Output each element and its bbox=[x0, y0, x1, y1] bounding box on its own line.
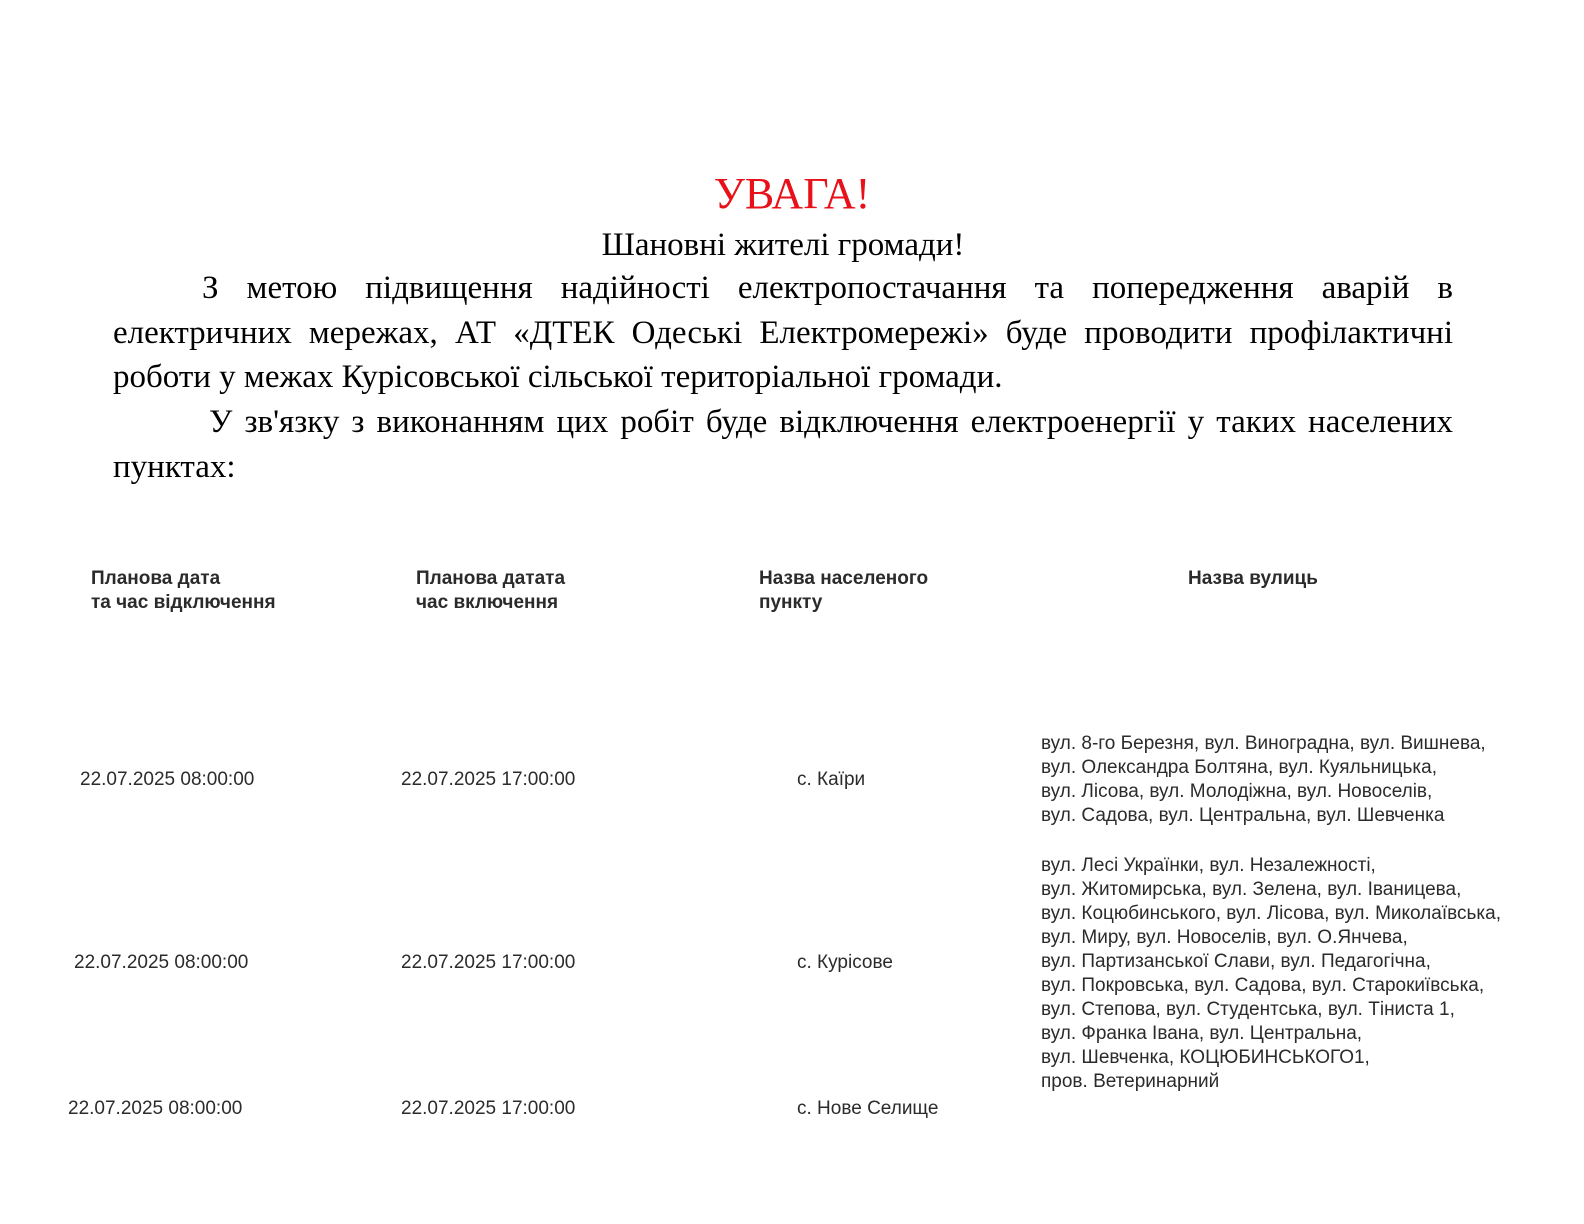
outage-start-cell: 22.07.2025 08:00:00 bbox=[80, 769, 255, 790]
streets-cell: вул. Лесі Українки, вул. Незалежності, вул. Житомирська, вул. Зелена, вул. Іваницева, вул. Коцюбинського, вул. Лісова, вул. Миколаївська, вул. Миру, вул. Новоселів, вул. О.Янчева, вул. Партизанської Слави, вул. Педагогічна, вул. Покровська, вул. Садова, вул. Старокиївська, вул. Степова, вул. Студентська, вул. Тіниста 1, вул. Франка Івана, вул. Центральна, вул. Шевченка, КОЦЮБИНСЬКОГО1, пров. Ветеринарний bbox=[1041, 855, 1501, 1092]
outage-end-cell: 22.07.2025 17:00:00 bbox=[401, 952, 576, 973]
outage-end-cell: 22.07.2025 17:00:00 bbox=[401, 769, 576, 790]
notice-greeting: Шановні жителі громади! bbox=[601, 227, 965, 263]
notice-paragraph: З метою підвищення надійності електропостачання та попередження аварій в електричних мережах, АТ «ДТЕК Одеські Електромережі» буде проводити профілактичні роботи у межах Курісовської сільської територіальної громади. bbox=[113, 270, 1453, 395]
settlement-cell: с. Нове Селище bbox=[797, 1098, 939, 1119]
outage-start-cell: 22.07.2025 08:00:00 bbox=[68, 1098, 243, 1119]
header-settlement: Назва населеного пункту bbox=[759, 568, 929, 613]
streets-cell: вул. 8-го Березня, вул. Виноградна, вул. Вишнева, вул. Олександра Болтяна, вул. Куяльницька, вул. Лісова, вул. Молодіжна, вул. Новоселів, вул. Садова, вул. Центральна, вул. Шевченка bbox=[1041, 733, 1486, 826]
settlement-cell: с. Курісове bbox=[797, 952, 893, 973]
outage-start-cell: 22.07.2025 08:00:00 bbox=[74, 952, 249, 973]
notice-paragraph: У зв'язку з виконанням цих робіт буде відключення електроенергії у таких населених пунктах: bbox=[113, 404, 1453, 485]
header-streets: Назва вулиць bbox=[1188, 568, 1318, 589]
header-outage-end: Планова датата час включення bbox=[416, 568, 566, 613]
notice-title: УВАГА! bbox=[713, 169, 871, 218]
header-outage-start: Планова дата та час відключення bbox=[91, 568, 276, 613]
outage-end-cell: 22.07.2025 17:00:00 bbox=[401, 1098, 576, 1119]
settlement-cell: с. Каїри bbox=[797, 769, 866, 790]
